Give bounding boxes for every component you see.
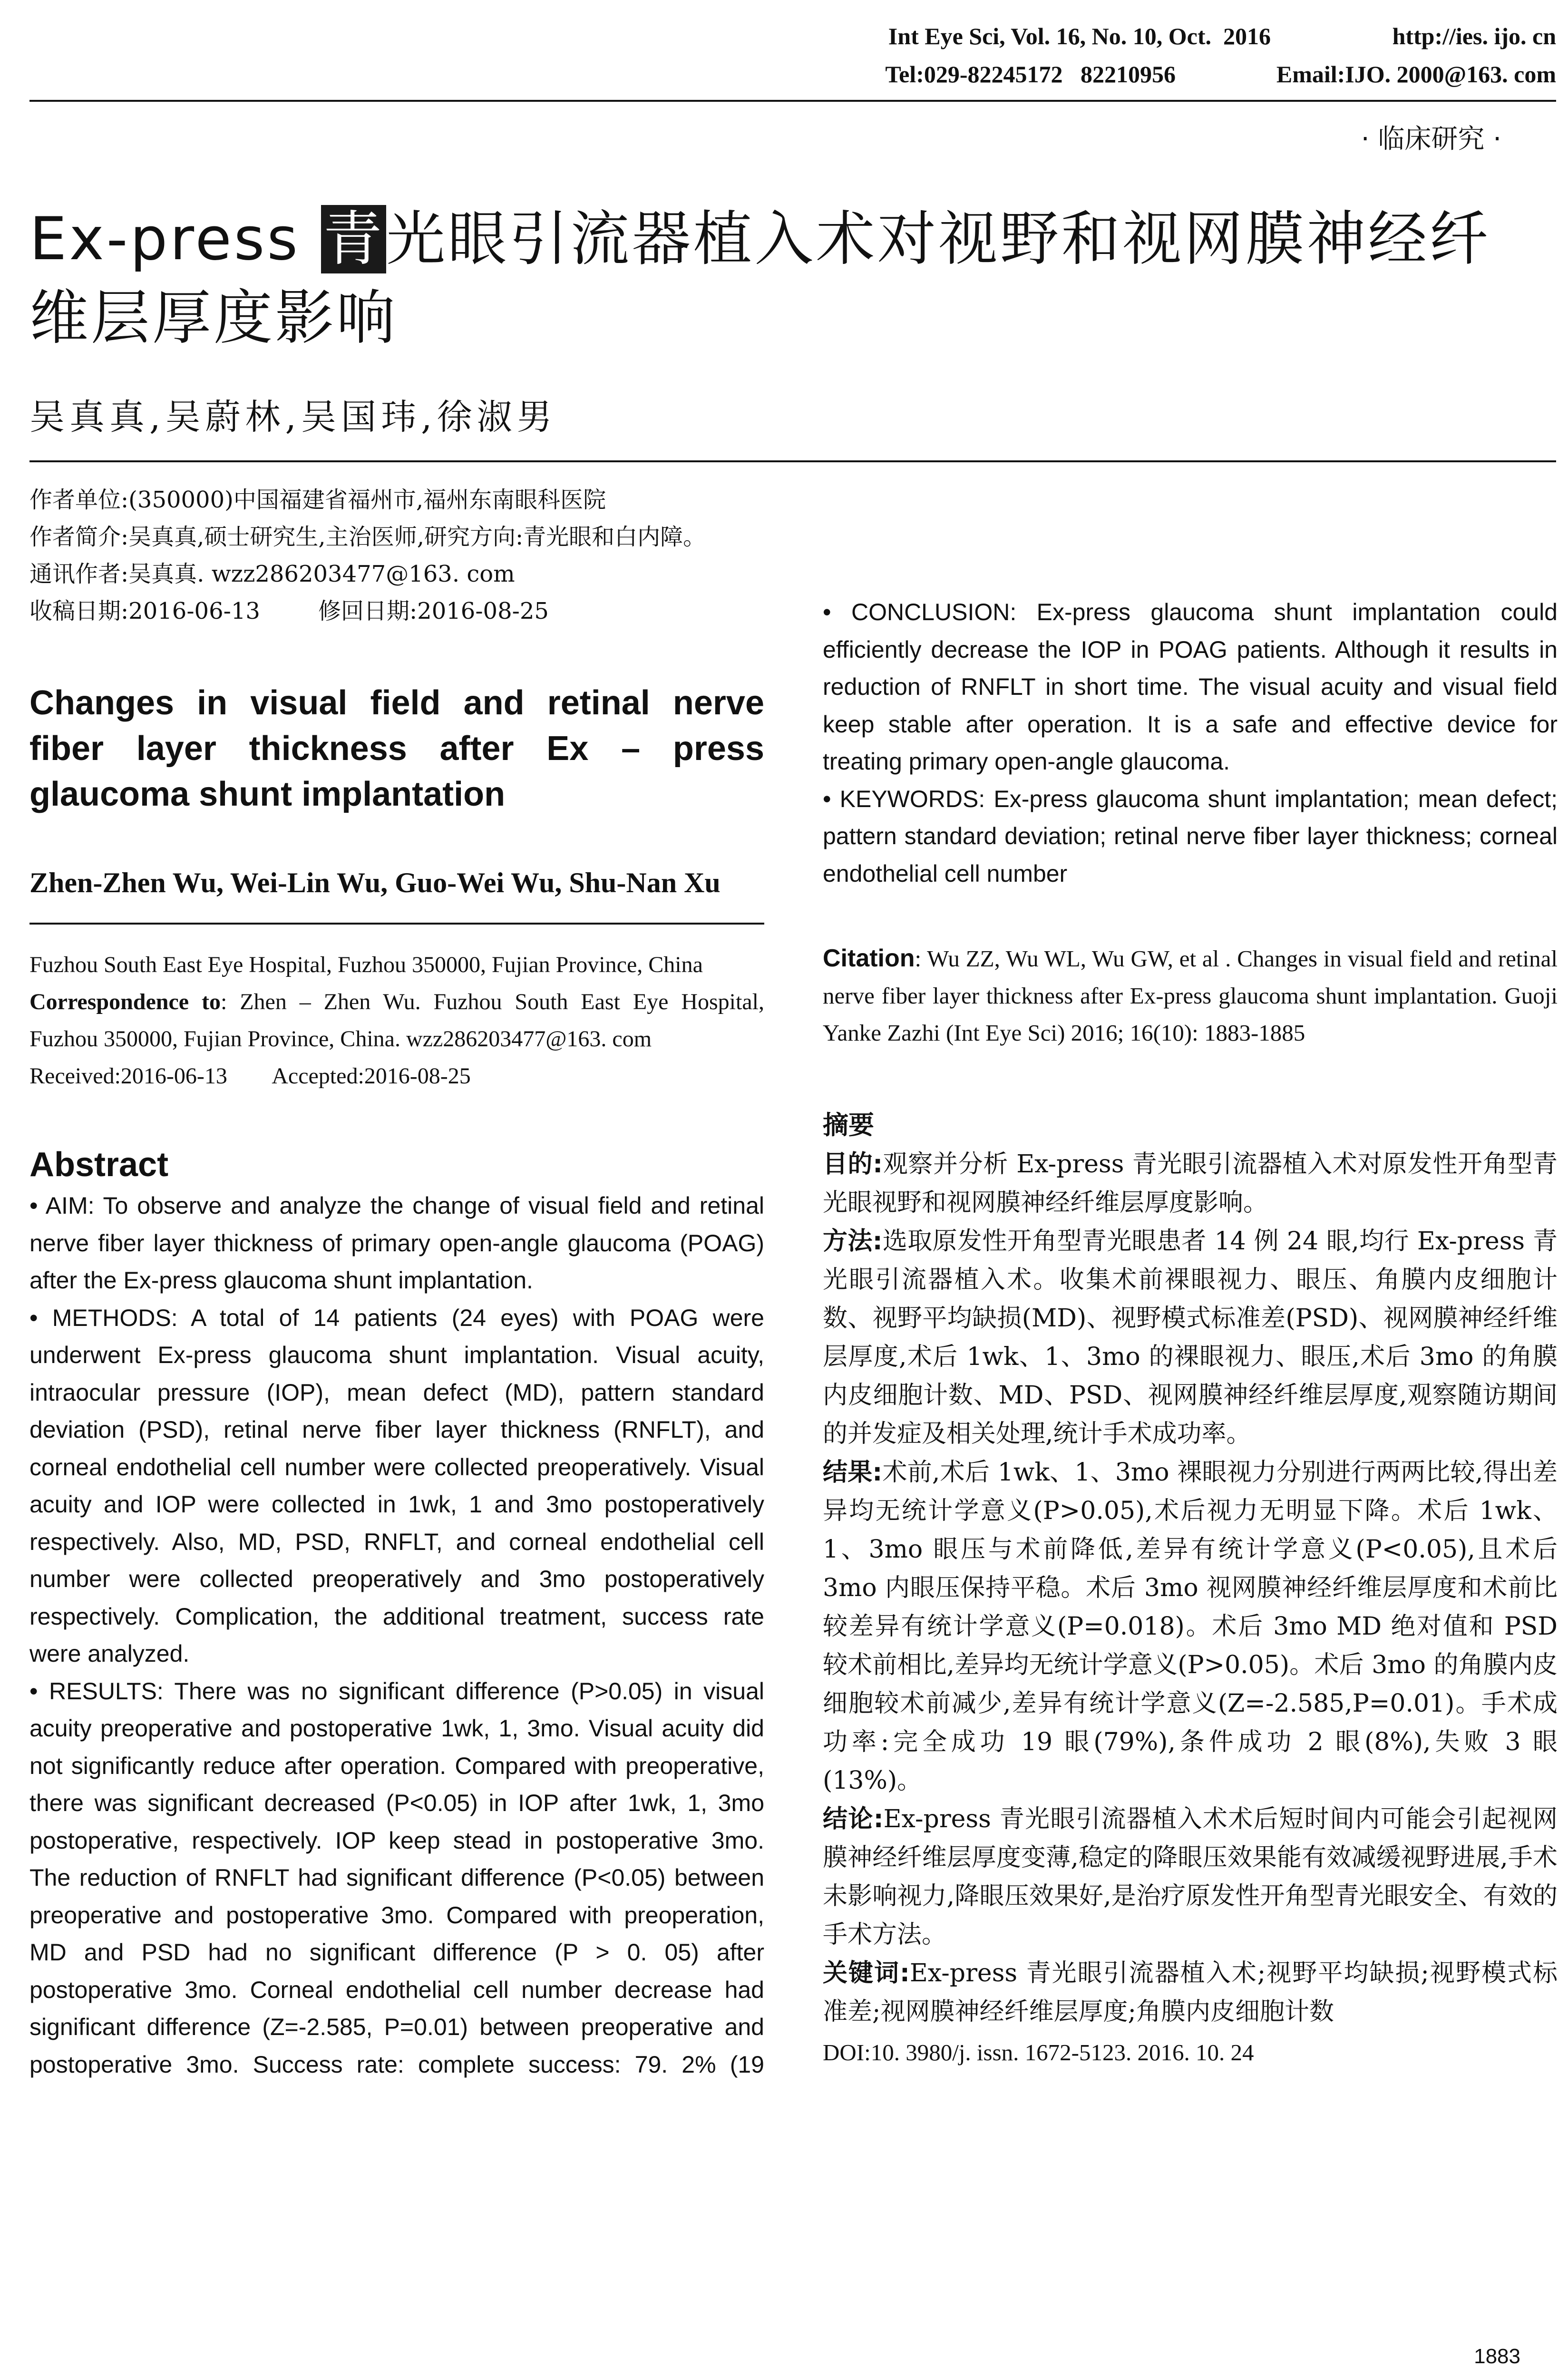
- section-tag: · 临床研究 ·: [1361, 124, 1501, 155]
- zh-results: 结果:术前,术后 1wk、1、3mo 裸眼视力分别进行两两比较,得出差异均无统计学意义(P>0.05),术后视力无明显下降。术后 1wk、1、3mo 眼压与术前降低,差异有统计学意义(P<0.05),且术后 3mo 内眼压保持平稳。术后 3mo 视网膜神经纤维层厚度和术前比较差异有统计学意义(P=0.018)。术后 3mo MD 绝对值和 PSD 较术前相比,差异均无统计学意义(P>0.05)。术后 3mo 的角膜内皮细胞较术前减少,差异有统计学意义(Z=-2.585,P=0.01)。手术成功率:完全成功 19 眼(79%),条件成功 2 眼(8%),失败 3 眼(13%)。: [823, 1458, 1558, 1795]
- journal-email[interactable]: Email:IJO. 2000@163. com: [1276, 61, 1556, 88]
- citation-text: : Wu ZZ, Wu WL, Wu GW, et al . Changes in visual field and retinal nerve fiber layer thickness after Ex-press glaucoma shunt implantation. Guoji Yanke Zazhi (Int Eye Sci) 2016; 16(10): 1883-1885: [823, 945, 1558, 1046]
- title-rule: [29, 460, 1556, 462]
- page-number: 1883: [1474, 2345, 1520, 2368]
- abstract-heading: Abstract: [29, 1146, 169, 1184]
- journal-tel: Tel:029-82245172 82210956: [885, 61, 1176, 88]
- abstract-keywords: • KEYWORDS: Ex-press glaucoma shunt implantation; mean defect; pattern standard deviation; retinal nerve fiber layer thickness; corneal endothelial cell number: [823, 785, 1558, 887]
- affiliation-en: Fuzhou South East Eye Hospital, Fuzhou 350000, Fujian Province, China: [29, 952, 703, 977]
- title-rest: 光眼引流器植入术对视野和视网膜神经纤维层厚度影响: [29, 205, 1491, 352]
- dates-en: Received:2016-06-13 Accepted:2016-08-25: [29, 1063, 471, 1089]
- cn-dates: 收稿日期:2016-06-13 修回日期:2016-08-25: [29, 598, 549, 624]
- zh-abstract-heading: 摘要: [823, 1110, 874, 1140]
- cn-corresponding: 通讯作者:吴真真. wzz286203477@163. com: [29, 561, 515, 587]
- zh-aim: 目的:观察并分析 Ex-press 青光眼引流器植入术对原发性开角型青光眼视野和视网膜神经纤维层厚度影响。: [823, 1150, 1558, 1217]
- article-title-en: [29, 680, 764, 817]
- authors-rule: [29, 923, 764, 925]
- doi[interactable]: DOI:10. 3980/j. issn. 1672-5123. 2016. 10. 24: [823, 2039, 1254, 2065]
- title-prefix: Ex-press: [29, 205, 321, 273]
- article-title-cn: [29, 200, 1551, 358]
- cn-affiliation: 作者单位:(350000)中国福建省福州市,福州东南眼科医院: [29, 487, 606, 513]
- en-title-line: Changes in visual field and retinal nerve: [29, 684, 764, 722]
- abstract-methods: • METHODS: A total of 14 patients (24 eyes) with POAG were underwent Ex-press glaucoma shunt implantation. Visual acuity, intraocular pressure (IOP), mean defect (MD), pattern standard deviation (PSD), retinal nerve fiber layer thickness (RNFLT), and corneal endothelial cell number were collected preoperatively. Visual acuity and IOP were collected in 1wk, 1 and 3mo postoperatively respectively. Also, MD, PSD, RNFLT, and corneal endothelial cell number were collected preoperatively and 3mo postoperatively respectively. Complication, the additional treatment, success rate were analyzed.: [29, 1304, 764, 1667]
- abstract-results-continued: [823, 481, 1558, 594]
- header-rule: [29, 100, 1556, 102]
- correspondence-text: : Zhen – Zhen Wu. Fuzhou South East Eye Hospital, Fuzhou 350000, Fujian Province, China. wzz286203477@163. com: [29, 989, 764, 1052]
- cn-author-bio: 作者简介:吴真真,硕士研究生,主治医师,研究方向:青光眼和白内障。: [29, 524, 706, 550]
- citation-label: Citation: [823, 945, 915, 972]
- zh-keywords: 关键词:Ex-press 青光眼引流器植入术;视野平均缺损;视野模式标准差;视网膜神经纤维层厚度;角膜内皮细胞计数: [823, 1959, 1558, 2026]
- journal-citation-header: Int Eye Sci, Vol. 16, No. 10, Oct. 2016: [888, 23, 1271, 49]
- abstract-en-left: [29, 1187, 764, 2085]
- journal-url[interactable]: http://ies. ijo. cn: [1392, 23, 1556, 49]
- left-column: [29, 481, 764, 2085]
- zh-conclusion: 结论:Ex-press 青光眼引流器植入术术后短时间内可能会引起视网膜神经纤维层厚度变薄,稳定的降眼压效果能有效减缓视野进展,手术未影响视力,降眼压效果好,是治疗原发性开角型青光眼安全、有效的手术方法。: [823, 1805, 1558, 1949]
- correspondence: [29, 984, 764, 1058]
- abstract-en-right: [823, 594, 1558, 892]
- authors-en: Zhen-Zhen Wu, Wei-Lin Wu, Guo-Wei Wu, Shu-Nan Xu: [29, 867, 721, 898]
- abstract-results: • RESULTS: There was no significant difference (P>0.05) in visual acuity preoperative and postoperative 1wk, 1, 3mo. Visual acuity did not significantly reduce after operation. Compared with preoperative, there was significant decreased (P<0.05) in IOP after 1wk, 1, 3mo postoperative, respectively. IOP keep stead in postoperative 3mo. The reduction of RNFLT had significant difference (P<0.05) between preoperative and postoperative 3mo. Compared with preoperation, MD and PSD had no significant difference (P > 0. 05) after postoperative 3mo. Corneal endothelial cell number decrease had significant difference (Z=-2.585, P=0.01) between preoperative and postoperative 3mo. Success rate: complete success: 79. 2% (19: [29, 1677, 764, 2078]
- title-highlighted-char: 青: [321, 205, 386, 273]
- correspondence-label: Correspondence to: [29, 989, 221, 1014]
- citation: [823, 940, 1558, 1052]
- abstract-conclusion: • CONCLUSION: Ex-press glaucoma shunt implantation could efficiently decrease the IOP in POAG patients. Although it results in reduction of RNFLT in short time. The visual acuity and visual field keep stable after operation. It is a safe and effective device for treating primary open-angle glaucoma.: [823, 599, 1558, 775]
- zh-methods: 方法:选取原发性开角型青光眼患者 14 例 24 眼,均行 Ex-press 青光眼引流器植入术。收集术前裸眼视力、眼压、角膜内皮细胞计数、视野平均缺损(MD)、视野模式标准差(PSD)、视网膜神经纤维层厚度,术后 1wk、1、3mo 的裸眼视力、眼压,术后 3mo 的角膜内皮细胞计数、MD、PSD、视网膜神经纤维层厚度,观察随访期间的并发症及相关处理,统计手术成功率。: [823, 1227, 1558, 1448]
- right-column: [823, 481, 1558, 2071]
- authors-cn: 吴真真,吴蔚林,吴国玮,徐淑男: [29, 397, 557, 438]
- en-title-line: glaucoma shunt implantation: [29, 775, 506, 813]
- en-title-line: fiber layer thickness after Ex – press: [29, 730, 764, 768]
- zh-abstract: [823, 1145, 1558, 2031]
- abstract-aim: • AIM: To observe and analyze the change of visual field and retinal nerve fiber layer thickness of primary open-angle glaucoma (POAG) after the Ex-press glaucoma shunt implantation.: [29, 1192, 764, 1294]
